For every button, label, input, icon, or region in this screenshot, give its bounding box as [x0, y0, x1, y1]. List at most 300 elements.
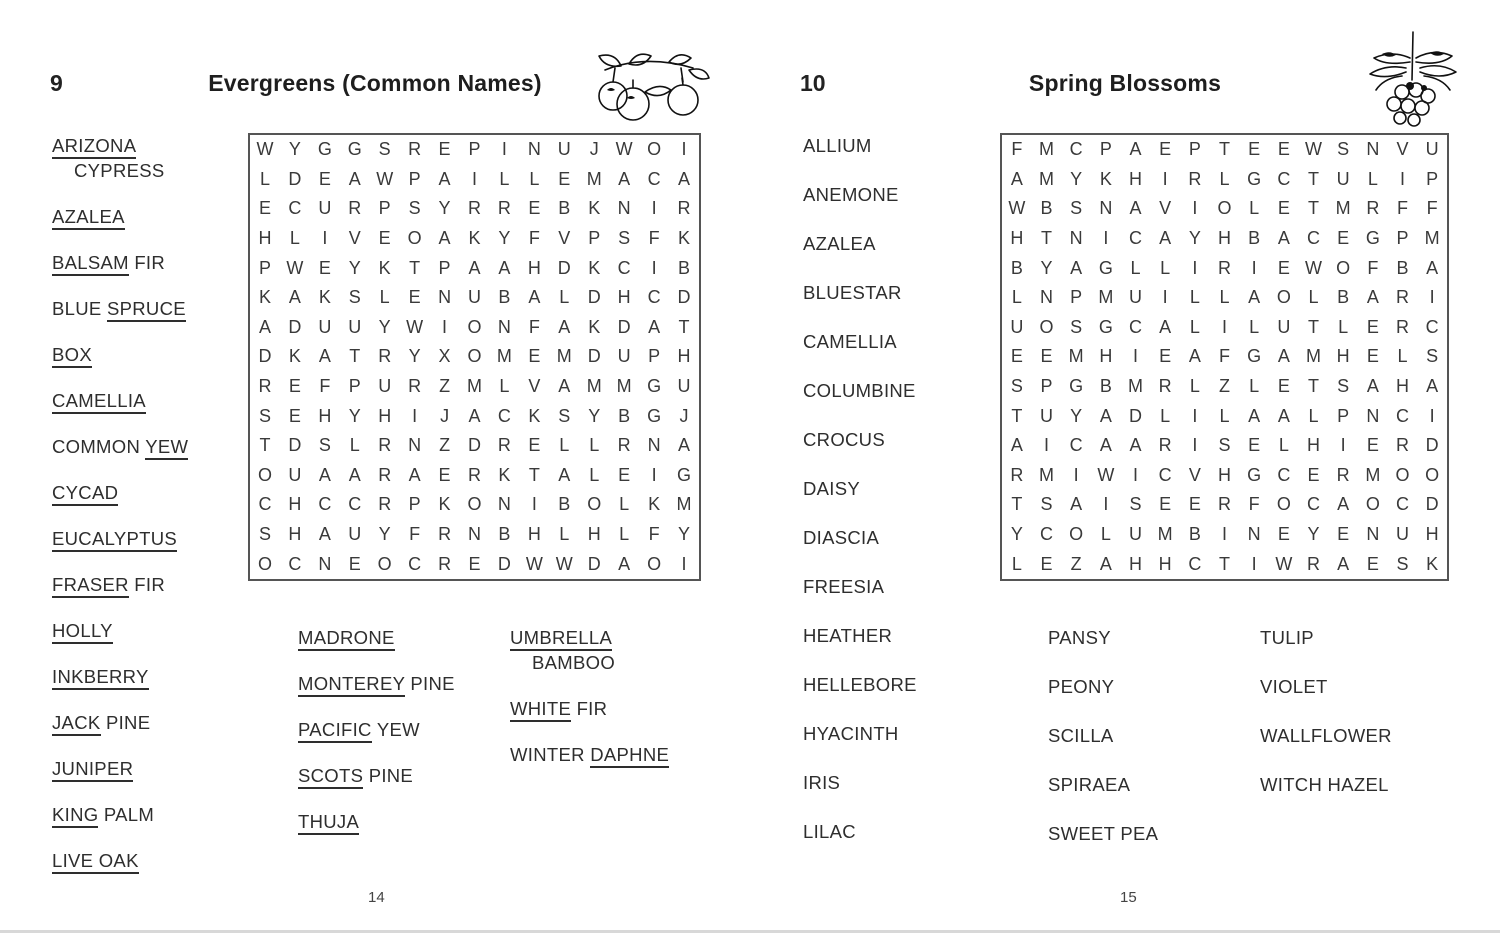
grid-cell: O: [1276, 287, 1291, 308]
grid-cell: I: [1251, 257, 1257, 278]
grid-cell: D: [288, 168, 302, 189]
grid-cell: T: [1307, 168, 1319, 189]
grid-cell: A: [468, 405, 481, 426]
grid-cell: W: [1275, 553, 1293, 574]
grid-cell: S: [348, 287, 361, 308]
grid-cell: E: [1159, 494, 1172, 515]
grid-cell: K: [258, 287, 271, 308]
word-item: [510, 742, 710, 767]
word-item: [52, 250, 247, 275]
grid-cell: U: [318, 198, 332, 219]
grid-cell: I: [1132, 464, 1138, 485]
word-text: JUNIPER: [52, 758, 133, 782]
grid-cell: H: [1425, 524, 1439, 545]
word-item: [52, 480, 247, 505]
grid-cell: C: [1158, 464, 1172, 485]
grid-cell: A: [438, 168, 451, 189]
grid-cell: A: [1366, 287, 1379, 308]
word-text: LIVE OAK: [52, 850, 139, 874]
grid-cell: J: [679, 405, 689, 426]
grid-cell: W: [376, 168, 394, 189]
grid-cell: G: [1098, 257, 1113, 278]
grid-cell: M: [586, 376, 602, 397]
grid-cell: L: [1338, 316, 1349, 337]
grid-cell: E: [1337, 524, 1350, 545]
grid-cell: L: [1189, 376, 1200, 397]
grid-cell: N: [1099, 198, 1113, 219]
grid-cell: N: [1039, 287, 1053, 308]
grid-cell: L: [1189, 316, 1200, 337]
grid-cell: O: [467, 494, 482, 515]
grid-cell: I: [1192, 257, 1198, 278]
grid-cell: N: [497, 316, 511, 337]
grid-cell: A: [1010, 168, 1023, 189]
grid-cell: O: [1395, 464, 1410, 485]
word-text: PINE: [368, 765, 414, 786]
word-text: PACIFIC: [298, 719, 372, 743]
grid-cell: R: [677, 198, 691, 219]
word-text: FIR: [134, 574, 165, 595]
grid-cell: H: [1217, 464, 1231, 485]
grid-cell: N: [1366, 139, 1380, 160]
grid-cell: O: [647, 139, 662, 160]
grid-cell: R: [1158, 376, 1172, 397]
grid-cell: N: [647, 435, 661, 456]
grid-cell: Y: [378, 524, 391, 545]
word-item: [52, 710, 247, 735]
grid-cell: L: [1219, 287, 1230, 308]
grid-cell: R: [1188, 168, 1202, 189]
grid-cell: V: [1159, 198, 1172, 219]
word-text: CROCUS: [803, 429, 885, 450]
grid-cell: S: [1070, 198, 1083, 219]
grid-cell: A: [1129, 139, 1142, 160]
puzzle-number-right: 10: [800, 70, 826, 96]
word-text: WHITE: [510, 698, 571, 722]
grid-cell: P: [408, 168, 421, 189]
grid-cell: D: [258, 346, 272, 367]
grid-cell: I: [471, 168, 477, 189]
grid-cell: U: [1336, 168, 1350, 189]
word-text: WINTER: [510, 744, 585, 765]
grid-cell: B: [1396, 257, 1409, 278]
grid-cell: O: [257, 553, 272, 574]
grid-cell: K: [498, 464, 511, 485]
grid-cell: U: [1277, 316, 1291, 337]
word-text: AZALEA: [52, 206, 125, 230]
grid-cell: I: [1251, 553, 1257, 574]
grid-cell: L: [379, 287, 390, 308]
grid-cell: E: [1248, 139, 1261, 160]
grid-cell: E: [1010, 346, 1023, 367]
grid-cell: E: [1366, 553, 1379, 574]
word-item: [803, 231, 998, 256]
grid-cell: N: [408, 435, 422, 456]
word-item: [1048, 625, 1248, 650]
grid-cell: E: [348, 553, 361, 574]
grid-cell: L: [1278, 435, 1289, 456]
grid-cell: P: [1396, 228, 1409, 249]
word-item: [803, 623, 998, 648]
grid-cell: T: [1040, 228, 1052, 249]
grid-cell: I: [1192, 405, 1198, 426]
grid-cell: G: [347, 139, 362, 160]
grid-cell: A: [1426, 257, 1439, 278]
word-text: PINE: [410, 673, 455, 694]
word-list-left-extra-b: [510, 625, 710, 788]
grid-cell: L: [559, 435, 570, 456]
word-text: LILAC: [803, 821, 856, 842]
grid-cell: P: [348, 376, 361, 397]
grid-cell: L: [589, 464, 600, 485]
grid-cell: N: [617, 198, 631, 219]
grid-cell: W: [615, 139, 633, 160]
grid-cell: O: [587, 494, 602, 515]
grid-cell: A: [1159, 316, 1172, 337]
fruit-sprig-illustration: [585, 48, 713, 126]
grid-cell: E: [1040, 346, 1053, 367]
word-text: MADRONE: [298, 627, 395, 651]
grid-cell: D: [617, 316, 631, 337]
grid-cell: U: [378, 376, 392, 397]
grid-cell: S: [408, 198, 421, 219]
grid-cell: T: [1011, 494, 1023, 515]
grid-cell: L: [1219, 168, 1230, 189]
grid-cell: M: [466, 376, 482, 397]
grid-cell: J: [440, 405, 450, 426]
word-text: HYACINTH: [803, 723, 899, 744]
grid-cell: Y: [1070, 405, 1083, 426]
grid-cell: M: [556, 346, 572, 367]
grid-cell: P: [258, 257, 271, 278]
grid-cell: P: [1188, 139, 1201, 160]
grid-cell: R: [258, 376, 272, 397]
grid-cell: S: [318, 435, 331, 456]
grid-cell: P: [408, 494, 421, 515]
grid-cell: A: [1129, 198, 1142, 219]
grid-cell: Y: [408, 346, 421, 367]
word-text: HELLEBORE: [803, 674, 917, 695]
grid-cell: G: [1365, 228, 1380, 249]
grid-cell: S: [1218, 435, 1231, 456]
grid-cell: U: [348, 316, 362, 337]
word-item: [52, 618, 247, 643]
word-text: INKBERRY: [52, 666, 149, 690]
grid-cell: C: [408, 553, 422, 574]
grid-cell: W: [256, 139, 274, 160]
berry-cluster-illustration: [1352, 28, 1474, 128]
grid-cell: I: [1399, 168, 1405, 189]
grid-cell: A: [528, 287, 541, 308]
grid-cell: R: [467, 464, 481, 485]
grid-cell: C: [1306, 494, 1320, 515]
grid-cell: E: [318, 168, 331, 189]
word-item: [298, 763, 498, 788]
word-text: DAISY: [803, 478, 861, 499]
word-text: SWEET PEA: [1048, 823, 1159, 844]
word-text: SCILLA: [1048, 725, 1114, 746]
word-text: HOLLY: [52, 620, 113, 644]
word-text: CAMELLIA: [52, 390, 146, 414]
grid-cell: W: [555, 553, 573, 574]
grid-cell: L: [1249, 376, 1260, 397]
grid-cell: S: [618, 228, 631, 249]
grid-cell: A: [558, 376, 571, 397]
grid-cell: E: [1366, 316, 1379, 337]
grid-cell: R: [408, 376, 422, 397]
grid-cell: R: [467, 198, 481, 219]
grid-cell: L: [559, 524, 570, 545]
grid-cell: C: [348, 494, 362, 515]
grid-cell: I: [651, 198, 657, 219]
grid-cell: I: [1429, 287, 1435, 308]
grid-cell: R: [378, 346, 392, 367]
grid-cell: C: [617, 257, 631, 278]
grid-cell: A: [348, 168, 361, 189]
grid-cell: B: [1040, 198, 1053, 219]
grid-cell: E: [1307, 464, 1320, 485]
grid-cell: F: [1426, 198, 1438, 219]
grid-cell: U: [467, 287, 481, 308]
grid-cell: W: [286, 257, 304, 278]
grid-cell: A: [678, 168, 691, 189]
word-item: [52, 342, 247, 367]
grid-cell: L: [1160, 257, 1171, 278]
grid-cell: K: [678, 228, 691, 249]
grid-cell: A: [1248, 287, 1261, 308]
grid-cell: I: [651, 257, 657, 278]
grid-cell: Z: [1070, 553, 1082, 574]
word-item: [803, 819, 998, 844]
grid-cell: S: [378, 139, 391, 160]
grid-cell: U: [1039, 405, 1053, 426]
grid-cell: D: [288, 316, 302, 337]
grid-cell: S: [1040, 494, 1053, 515]
word-text: FIR: [134, 252, 166, 273]
grid-cell: A: [348, 464, 361, 485]
word-item: [298, 625, 498, 650]
grid-cell: F: [648, 524, 660, 545]
grid-cell: A: [618, 168, 631, 189]
grid-cell: A: [1129, 435, 1142, 456]
grid-cell: C: [288, 198, 302, 219]
word-item: [52, 756, 247, 781]
word-text: COLUMBINE: [803, 380, 916, 401]
word-text: BAMBOO: [532, 652, 616, 673]
word-text: HEATHER: [803, 625, 893, 646]
grid-cell: M: [1305, 346, 1321, 367]
grid-cell: L: [1130, 257, 1141, 278]
grid-cell: L: [1308, 287, 1319, 308]
grid-cell: A: [438, 228, 451, 249]
grid-cell: C: [1277, 464, 1291, 485]
grid-cell: R: [1395, 316, 1409, 337]
grid-cell: I: [1429, 405, 1435, 426]
grid-cell: I: [1192, 198, 1198, 219]
grid-cell: I: [681, 139, 687, 160]
grid-cell: B: [1337, 287, 1350, 308]
grid-cell: S: [558, 405, 571, 426]
grid-cell: R: [1336, 464, 1350, 485]
grid-cell: A: [468, 257, 481, 278]
grid-cell: H: [1217, 228, 1231, 249]
grid-cell: L: [499, 168, 510, 189]
grid-cell: S: [1337, 376, 1350, 397]
grid-cell: V: [1396, 139, 1409, 160]
word-item: [1048, 723, 1248, 748]
grid-cell: A: [1099, 405, 1112, 426]
grid-cell: L: [289, 228, 300, 249]
grid-cell: Y: [288, 139, 301, 160]
grid-cell: D: [497, 553, 511, 574]
grid-cell: E: [258, 198, 271, 219]
page-footer-right: 15: [1120, 889, 1137, 906]
grid-cell: T: [1307, 316, 1319, 337]
word-item: [52, 434, 247, 459]
word-text: BALSAM: [52, 252, 129, 276]
grid-cell: L: [589, 435, 600, 456]
word-item: [803, 182, 998, 207]
grid-cell: E: [558, 168, 571, 189]
grid-cell: N: [1366, 524, 1380, 545]
grid-cell: P: [1426, 168, 1439, 189]
grid-cell: M: [1127, 376, 1143, 397]
grid-cell: B: [618, 405, 631, 426]
grid-cell: W: [406, 316, 424, 337]
grid-cell: I: [1162, 287, 1168, 308]
word-item: [803, 476, 998, 501]
grid-cell: O: [647, 553, 662, 574]
word-text: SPRUCE: [107, 298, 186, 322]
grid-cell: A: [1248, 405, 1261, 426]
grid-cell: L: [529, 168, 540, 189]
grid-cell: R: [378, 435, 392, 456]
word-text: BLUE: [52, 298, 102, 319]
word-item: [803, 721, 998, 746]
grid-cell: H: [318, 405, 332, 426]
grid-cell: F: [648, 228, 660, 249]
grid-cell: M: [496, 346, 512, 367]
grid-cell: I: [1162, 168, 1168, 189]
grid-cell: H: [1099, 346, 1113, 367]
word-item: [510, 625, 710, 675]
grid-cell: A: [618, 553, 631, 574]
grid-cell: I: [1192, 435, 1198, 456]
puzzle-title-left: Evergreens (Common Names): [208, 70, 542, 96]
word-list-left-extra-a: [298, 625, 498, 855]
word-item: [52, 388, 247, 413]
grid-cell: F: [319, 376, 331, 397]
grid-cell: I: [1340, 435, 1346, 456]
grid-cell: A: [1099, 435, 1112, 456]
grid-cell: Y: [1010, 524, 1023, 545]
grid-cell: E: [1159, 346, 1172, 367]
grid-cell: U: [617, 346, 631, 367]
grid-cell: C: [1128, 228, 1142, 249]
grid-cell: B: [1188, 524, 1201, 545]
grid-cell: P: [1099, 139, 1112, 160]
grid-cell: F: [1011, 139, 1023, 160]
grid-cell: C: [318, 494, 332, 515]
grid-cell: Z: [439, 376, 451, 397]
grid-cell: A: [1070, 494, 1083, 515]
grid-cell: O: [1365, 494, 1380, 515]
grid-cell: E: [408, 287, 421, 308]
word-item: [803, 329, 998, 354]
grid-cell: F: [1396, 198, 1408, 219]
grid-cell: B: [678, 257, 691, 278]
grid-cell: T: [528, 464, 540, 485]
word-search-grid-left: [248, 133, 701, 581]
grid-cell: L: [1011, 287, 1022, 308]
grid-cell: E: [1366, 346, 1379, 367]
grid-cell: N: [1247, 524, 1261, 545]
word-item: [1260, 674, 1470, 699]
word-item: [1048, 674, 1248, 699]
word-item: [1048, 821, 1248, 846]
grid-cell: R: [378, 494, 392, 515]
grid-cell: A: [1337, 494, 1350, 515]
grid-cell: R: [1306, 553, 1320, 574]
grid-cell: L: [1249, 198, 1260, 219]
grid-cell: E: [528, 198, 541, 219]
grid-cell: B: [558, 494, 571, 515]
grid-cell: Y: [678, 524, 691, 545]
grid-cell: I: [1132, 346, 1138, 367]
grid-cell: I: [531, 494, 537, 515]
grid-cell: T: [1307, 376, 1319, 397]
word-text: PINE: [105, 712, 151, 733]
word-item: [803, 672, 998, 697]
grid-cell: L: [1160, 405, 1171, 426]
grid-cell: D: [467, 435, 481, 456]
grid-cell: W: [1097, 464, 1115, 485]
grid-cell: U: [1128, 524, 1142, 545]
word-item: [52, 572, 247, 597]
grid-cell: E: [468, 553, 481, 574]
word-list-right-main: [803, 133, 998, 868]
grid-cell: K: [1426, 553, 1439, 574]
grid-cell: E: [618, 464, 631, 485]
grid-cell: K: [528, 405, 541, 426]
grid-cell: Y: [1188, 228, 1201, 249]
word-text: CYPRESS: [74, 160, 165, 181]
grid-cell: S: [1426, 346, 1439, 367]
grid-cell: C: [1039, 524, 1053, 545]
grid-cell: R: [408, 139, 422, 160]
grid-cell: I: [1103, 228, 1109, 249]
grid-cell: L: [1397, 346, 1408, 367]
grid-cell: A: [1010, 435, 1023, 456]
grid-cell: Z: [439, 435, 451, 456]
grid-cell: R: [1395, 435, 1409, 456]
word-text: THUJA: [298, 811, 359, 835]
grid-cell: H: [1128, 553, 1142, 574]
grid-cell: C: [1425, 316, 1439, 337]
grid-cell: G: [1247, 168, 1262, 189]
grid-cell: A: [1426, 376, 1439, 397]
grid-cell: A: [558, 464, 571, 485]
word-list-right-extra-a: [1048, 625, 1248, 870]
word-item: [52, 204, 247, 229]
grid-cell: Y: [348, 257, 361, 278]
grid-cell: E: [528, 435, 541, 456]
grid-cell: A: [318, 524, 331, 545]
word-text: TULIP: [1260, 627, 1314, 648]
grid-cell: N: [497, 494, 511, 515]
word-item: [803, 427, 998, 452]
grid-cell: W: [1304, 257, 1322, 278]
